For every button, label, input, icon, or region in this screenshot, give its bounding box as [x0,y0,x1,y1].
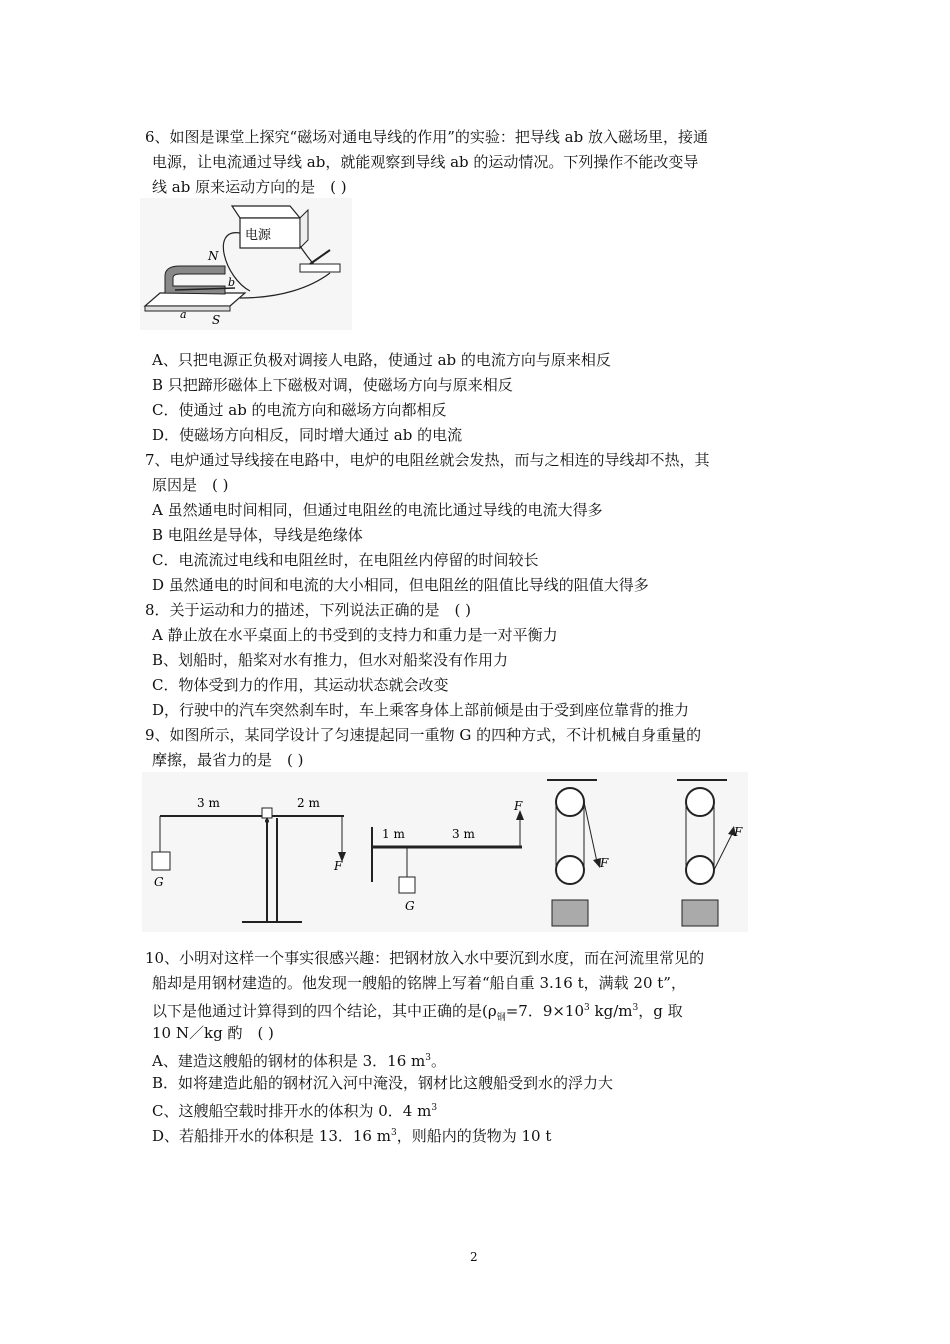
q10-option-b: B．如将建造此船的钢材沉入河中淹没，钢材比这艘船受到水的浮力大 [152,1074,614,1092]
fig3-f-label: F [600,856,609,870]
q10-line-1: 10、小明对这样一个事实很感兴趣：把钢材放入水中要沉到水度，而在河流里常见的 [145,949,705,967]
q10-option-a: A、建造这艘船的钢材的体积是 3．16 $m^3$。 [152,1052,446,1070]
q7-line-2: 原因是 ( ) [152,476,229,494]
q8-option-c: C．物体受到力的作用，其运动状态就会改变 [152,676,449,694]
fig2-right-distance: 3 m [452,827,475,841]
lever-pulley-figure [142,772,748,932]
fig1-g-label: G [154,875,164,889]
q8-option-a: A 静止放在水平桌面上的书受到的支持力和重力是一对平衡力 [152,626,558,644]
q6-line-1: 6、如图是课堂上探究“磁场对通电导线的作用”的实验：把导线 ab 放入磁场里，接通 [145,128,708,146]
q6-option-d: D．使磁场方向相反，同时增大通过 ab 的电流 [152,426,463,444]
fig2-f-label: F [514,799,523,813]
fig1-right-distance: 2 m [297,796,320,810]
q10-line-4: 10 N／kg 酌 ( ) [152,1024,274,1042]
q10-option-c-text: C、这艘船空载时排开水的体积为 0．4 m [152,1102,432,1120]
q7-option-c: C．电流流过电线和电阻丝时，在电阻丝内停留的时间较长 [152,551,539,569]
wire-b-label: b [228,276,236,289]
q10-option-d [152,1123,551,1146]
q8-line-1: 8．关于运动和力的描述，下列说法正确的是 ( ) [145,601,472,619]
q6-option-c: C．使通过 ab 的电流方向和磁场方向都相反 [152,401,447,419]
q10-option-c [152,1098,437,1121]
q10-rho-sub: 钢 [496,1013,506,1023]
fig2-left-distance: 1 m [382,827,405,841]
fig4-f-label: F [734,825,743,839]
q7-option-d: D 虽然通电的时间和电流的大小相同，但电阻丝的阻值比导线的阻值大得多 [152,576,649,594]
fig1-f-label: F [334,859,343,873]
q10-line-3c: kg/m [589,1002,633,1020]
q7-line-1: 7、电炉通过导线接在电路中，电炉的电阻丝就会发热，而与之相连的导线却不热，其 [145,451,710,469]
q6-line-2: 电源，让电流通过导线 ab，就能观察到导线 ab 的运动情况。下列操作不能改变导 [152,153,699,171]
q10-option-d-text1: D、若船排开水的体积是 13．16 m [152,1127,391,1145]
q6-option-b: B 只把蹄形磁体上下磁极对调，使磁场方向与原来相反 [152,376,513,394]
motor-experiment-figure [140,198,352,330]
q7-option-a: A 虽然通电时间相同，但通过电阻丝的电流比通过导线的电流大得多 [152,501,603,519]
q10-option-d-sup: 3 [390,1128,397,1138]
fig2-g-label: G [405,899,415,913]
q10-option-a-text: A、建造这艘船的钢材的体积是 3．16 m [152,1052,426,1070]
q10-line-3d: ，g 取 [638,1002,683,1020]
power-label: 电源 [245,228,272,243]
q6-line-3: 线 ab 原来运动方向的是 ( ) [152,178,347,196]
page-number: 2 [470,1250,478,1264]
q9-line-1: 9、如图所示，某同学设计了匀速提起同一重物 G 的四种方式，不计机械自身重量的 [145,726,702,744]
q8-option-b: B、划船时，船桨对水有推力，但水对船桨没有作用力 [152,651,509,669]
fig1-left-distance: 3 m [197,796,220,810]
wire-a-label: a [180,308,187,321]
q10-line-3b: =7．9×10 [505,1002,585,1020]
q10-option-c-sup: 3 [431,1103,438,1113]
magnet-s-label: S [212,313,221,327]
q8-option-d: D，行驶中的汽车突然刹车时，车上乘客身体上部前倾是由于受到座位靠背的推力 [152,701,690,719]
magnet-n-label: N [208,249,219,263]
q10-exp-sup: 3 [584,1003,590,1013]
q10-option-a-sup: 3 [425,1053,431,1063]
q9-line-2: 摩擦，最省力的是 ( ) [152,751,304,769]
q7-option-b: B 电阻丝是导体，导线是绝缘体 [152,526,363,544]
q10-unit-sup: 3 [632,1003,639,1013]
q6-option-a: A、只把电源正负极对调接人电路，使通过 ab 的电流方向与原来相反 [152,351,611,369]
q10-line-3a: 以下是他通过计算得到的四个结论，其中正确的是(ρ [152,1002,497,1020]
q10-line-2: 船却是用钢材建造的。他发现一艘船的铭牌上写着“船自重 3.16 t，满载 20 t”， [152,974,686,992]
q10-option-d-text2: ，则船内的货物为 10 t [396,1127,552,1145]
